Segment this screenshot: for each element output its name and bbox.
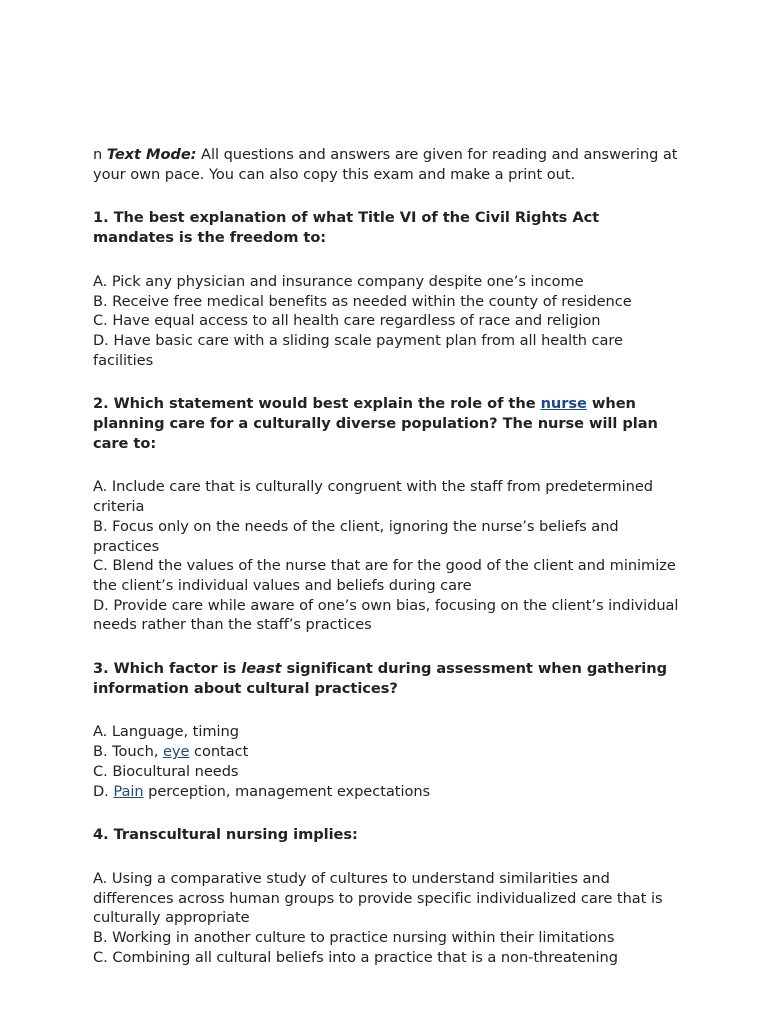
question-4-options xyxy=(93,869,683,968)
q3-option-d xyxy=(93,782,683,802)
q3-emphasis: least xyxy=(241,660,282,678)
question-1: 1. The best explanation of what Title VI of the Civil Rights Act mandates is the freedom to: xyxy=(93,209,600,247)
question-1-options xyxy=(93,272,683,371)
eye-link[interactable]: eye xyxy=(162,743,190,761)
q2-text-before: 2. Which statement would best explain the role of the xyxy=(93,395,541,413)
q3-text-after: significant during assessment when gathering information about cultural practices? xyxy=(93,660,667,697)
q2-option-a: A. Include care that is culturally congruent with the staff from predetermined criteria xyxy=(93,478,653,516)
q1-option-c: C. Have equal access to all health care regardless of race and religion xyxy=(93,312,601,330)
q3-option-b-after: contact xyxy=(189,743,249,761)
intro-paragraph xyxy=(93,145,683,184)
question-2-options xyxy=(93,477,683,635)
intro-lead: n xyxy=(93,146,107,163)
question-3 xyxy=(93,659,683,698)
q3-option-d-after: perception, management expectations xyxy=(143,782,431,800)
pain-link[interactable]: Pain xyxy=(113,782,144,800)
q3-option-d-before: D. xyxy=(93,782,114,800)
q2-option-d: D. Provide care while aware of one’s own bias, focusing on the client’s individual needs rather than the staff’s practices xyxy=(93,596,679,634)
intro-text: All questions and answers are given for reading and answering at your own pace. You can also copy this exam and make a print out. xyxy=(93,146,678,183)
q1-option-d: D. Have basic care with a sliding scale payment plan from all health care facilities xyxy=(93,331,623,369)
q4-option-c: C. Combining all cultural beliefs into a practice that is a non-threatening xyxy=(93,948,618,966)
q2-text-after: when planning care for a culturally diverse population? The nurse will plan care to: xyxy=(93,395,658,452)
q3-option-b-before: B. Touch, xyxy=(93,743,163,761)
q2-option-b: B. Focus only on the needs of the client, ignoring the nurse’s beliefs and practices xyxy=(93,517,619,555)
q4-option-a: A. Using a comparative study of cultures to understand similarities and differences across human groups to provide specific individualized care that is culturally appropriate xyxy=(93,869,663,927)
question-4: 4. Transcultural nursing implies: xyxy=(93,826,358,844)
text-mode-label: Text Mode: xyxy=(106,146,197,163)
question-2 xyxy=(93,394,683,453)
q3-text-before: 3. Which factor is xyxy=(93,660,242,678)
q3-option-c: C. Biocultural needs xyxy=(93,762,239,780)
q3-option-a: A. Language, timing xyxy=(93,723,239,741)
question-3-options xyxy=(93,722,683,801)
q1-option-b: B. Receive free medical benefits as needed within the county of residence xyxy=(93,292,632,310)
nurse-link[interactable]: nurse xyxy=(540,395,587,413)
q1-option-a: A. Pick any physician and insurance company despite one’s income xyxy=(93,272,584,290)
q4-option-b: B. Working in another culture to practice nursing within their limitations xyxy=(93,929,615,947)
q3-option-b xyxy=(93,742,683,762)
document-page xyxy=(93,145,683,992)
q2-option-c: C. Blend the values of the nurse that are for the good of the client and minimize the client’s individual values and beliefs during care xyxy=(93,557,676,594)
